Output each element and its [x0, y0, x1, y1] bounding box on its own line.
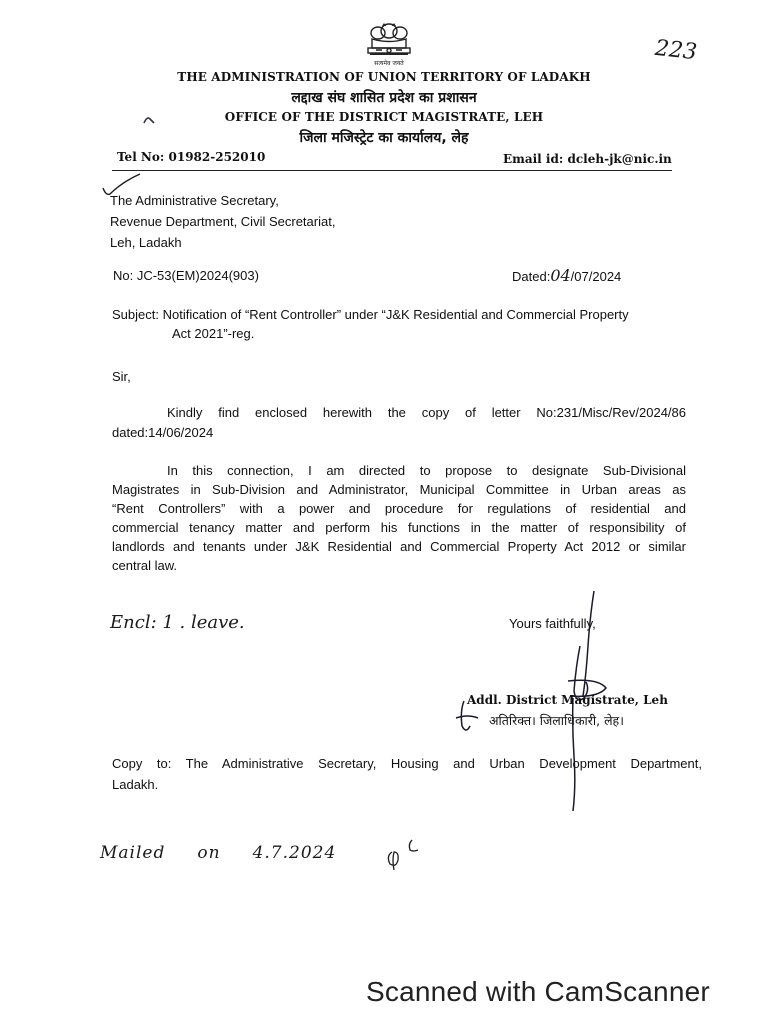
date-day: 04: [550, 266, 571, 285]
para2-line-2: Magistrates in Sub-Division and Administrator, Municipal Committee in Urban areas as: [112, 482, 686, 497]
header-line-2: लद्दाख संघ शासित प्रदेश का प्रशासन: [291, 90, 477, 106]
para2-line-5: landlords and tenants under J&K Residential and Commercial Property Act 2012 or similar: [112, 539, 686, 554]
copy-to-line-1: Copy to: The Administrative Secretary, Housing and Urban Development Department,: [112, 756, 702, 771]
copy-to-line-2: Ladakh.: [112, 777, 159, 792]
ink-mark-icon: [143, 115, 155, 125]
para1-line-1: Kindly find enclosed herewith the copy of letter No:231/Misc/Rev/2024/86: [167, 405, 686, 420]
date-label: Dated:: [512, 269, 551, 284]
tick-mark-icon: [100, 172, 142, 200]
addressee-block: [110, 190, 335, 253]
closing: Yours faithfully,: [509, 616, 596, 631]
signatory-title: Addl. District Magistrate, Leh: [467, 693, 668, 707]
para1-line-2: dated:14/06/2024: [112, 425, 214, 440]
para2-line-3: “Rent Controllers” with a power and procedure for regulations of residential and: [112, 501, 686, 516]
initials-icon: [382, 838, 422, 874]
date-rest: /07/2024: [570, 269, 622, 284]
para2-line-1: In this connection, I am directed to propose to designate Sub-Divisional: [167, 463, 686, 478]
scan-mark: [143, 112, 153, 120]
header-line-1: THE ADMINISTRATION OF UNION TERRITORY OF LADAKH: [177, 70, 591, 84]
addressee-line-1: The Administrative Secretary,: [110, 193, 279, 208]
para2-line-6: central law.: [112, 558, 178, 573]
state-emblem: [358, 20, 420, 68]
mailed-note: Mailed on 4.7.2024: [100, 843, 337, 863]
header-line-3: OFFICE OF THE DISTRICT MAGISTRATE, LEH: [224, 110, 544, 124]
para2-line-4: commercial tenancy matter and perform his functions in the matter of responsibility of: [112, 520, 686, 535]
enclosure-note: Encl: 1 . leave.: [110, 612, 245, 633]
tel-number: Tel No: 01982-252010: [117, 150, 266, 164]
header-line-4: जिला मजिस्ट्रेट का कार्यालय, लेह: [299, 130, 469, 146]
signatory-title-hindi: अतिरिक्त। जिलाधिकारी, लेह।: [489, 713, 624, 728]
letter-date: [512, 266, 621, 285]
addressee-line-3: Leh, Ladakh: [110, 235, 182, 250]
subject-line-1: Subject: Notification of “Rent Controller” under “J&K Residential and Commercial Property: [112, 307, 629, 322]
emblem-motto: सत्यमेव जयते: [374, 60, 404, 67]
camscanner-watermark: Scanned with CamScanner: [366, 976, 710, 1007]
header-rule: [112, 170, 672, 171]
addressee-line-2: Revenue Department, Civil Secretariat,: [110, 214, 336, 229]
salutation: Sir,: [112, 369, 131, 384]
email-address: Email id: dcleh-jk@nic.in: [503, 152, 672, 166]
page-number: 223: [653, 35, 699, 66]
reference-number: No: JC-53(EM)2024(903): [113, 268, 259, 283]
subject-line-2: Act 2021”-reg.: [172, 326, 255, 341]
